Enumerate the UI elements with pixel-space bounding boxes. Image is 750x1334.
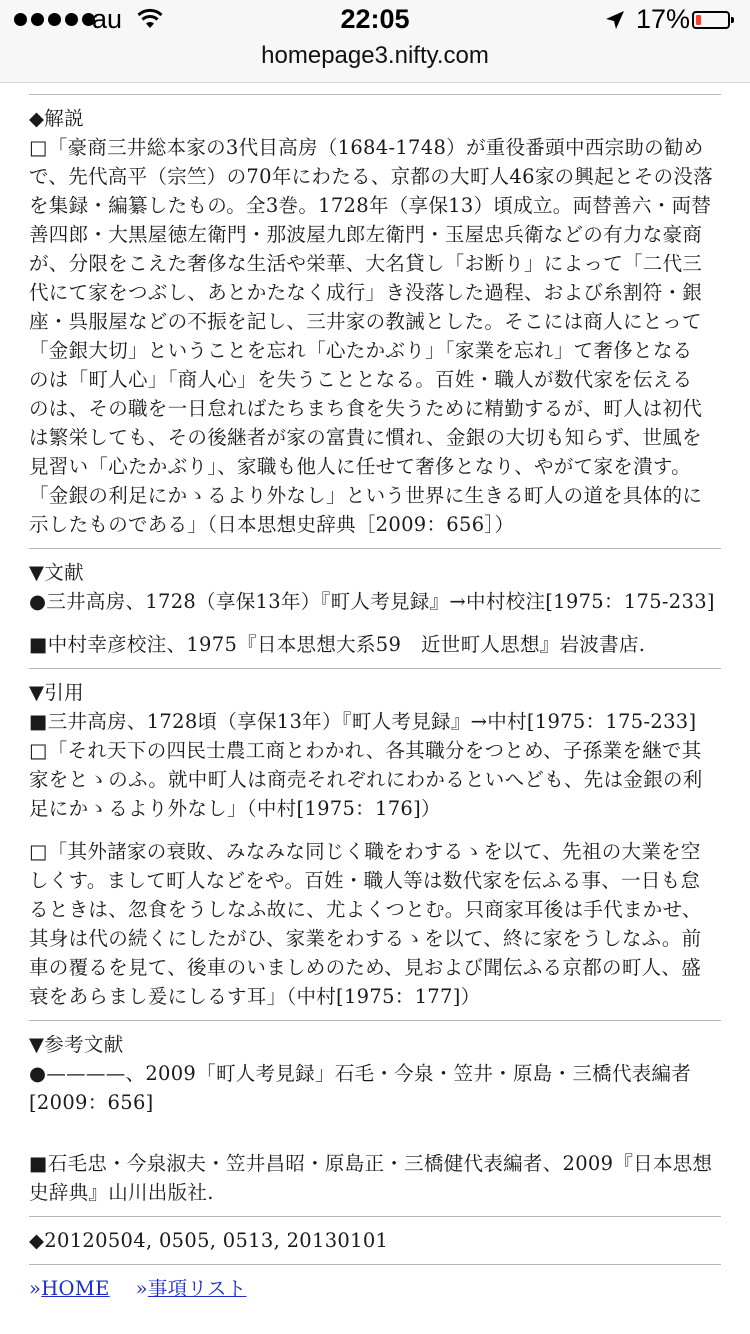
quote-line: 足にかゝるより外なし」（中村[1975：176]） bbox=[29, 797, 441, 820]
quote-block bbox=[0, 736, 750, 823]
explanation-line: は繁栄しても、その後継者が家の富貴に慣れ、金銀の大切も知らず、世風を bbox=[29, 426, 702, 449]
explanation-line: で、先代高平（宗竺）の70年にわたる、京都の大町人46家の興起とその没落 bbox=[29, 165, 714, 188]
quotes-heading: ▼引用 bbox=[29, 681, 84, 704]
reference-line: 史辞典』山川出版社. bbox=[29, 1181, 214, 1204]
explanation-line: 代にて家をつぶし、あとかたなく成行」き没落した過程、および糸割符・銀 bbox=[29, 281, 703, 304]
explanation-heading: ◆解説 bbox=[29, 107, 84, 130]
home-link-prefix: » bbox=[29, 1277, 42, 1300]
page-content bbox=[0, 56, 750, 1303]
reference-line: ■石毛忠・今泉淑夫・笠井昌昭・原島正・三橋健代表編者、2009『日本思想 bbox=[29, 1152, 713, 1175]
explanation-line: 示したものである」（日本思想史辞典［2009：656］） bbox=[29, 513, 515, 536]
references-heading: ▼参考文献 bbox=[29, 1033, 124, 1056]
quote-line: るときは、忽食をうしなふ故に、尤よくつとむ。只商家耳後は手代まかせ、 bbox=[29, 898, 702, 921]
explanation-line: 見習い「心たかぶり」、家職も他人に任せて奢侈となり、やがて家を潰す。 bbox=[29, 455, 691, 478]
reference-line: [2009：656] bbox=[29, 1091, 154, 1114]
explanation-body bbox=[0, 133, 750, 539]
battery-icon bbox=[692, 11, 730, 29]
status-bar bbox=[0, 0, 750, 40]
list-link-prefix: » bbox=[135, 1277, 148, 1300]
explanation-line: 「金銀の利足にかゝるより外なし」という世界に生きる町人の道を具体的に bbox=[29, 484, 703, 507]
divider bbox=[29, 1020, 721, 1021]
topic-list-link[interactable]: 事項リスト bbox=[147, 1277, 247, 1300]
update-dates: ◆20120504, 0505, 0513, 20130101 bbox=[29, 1229, 389, 1252]
location-arrow-icon bbox=[604, 9, 626, 31]
explanation-line: 善四郎・大黒屋徳左衛門・那波屋九郎左衛門・玉屋忠兵衛などの有力な豪商 bbox=[29, 223, 703, 246]
literature-heading: ▼文献 bbox=[29, 561, 84, 584]
explanation-line: のは「町人心」「商人心」を失うこととなる。百姓・職人が数代家を伝える bbox=[29, 368, 693, 391]
reference-item bbox=[0, 1059, 750, 1117]
divider bbox=[29, 94, 721, 95]
literature-item: ■中村幸彦校注、1975『日本思想大系59 近世町人思想』岩波書店. bbox=[29, 633, 646, 656]
divider bbox=[29, 1264, 721, 1265]
explanation-line: 座・呉服屋などの不振を記し、三井家の教誡とした。そこには商人にとって bbox=[29, 310, 702, 333]
quote-block bbox=[0, 837, 750, 1011]
battery-percent: 17% bbox=[636, 4, 691, 34]
quote-line: 衰をあらまし爰にしるす耳」（中村[1975：177]） bbox=[29, 985, 481, 1008]
divider bbox=[29, 548, 721, 549]
address-bar-url[interactable]: homepage3.nifty.com bbox=[261, 42, 489, 69]
explanation-line: を集録・編纂したもの。全3巻。1728年（享保13）頃成立。両替善六・両替 bbox=[29, 194, 712, 217]
browser-chrome bbox=[0, 0, 750, 83]
explanation-line: が、分限をこえた奢侈な生活や栄華、大名貸し「お断り」によって「二代三 bbox=[29, 252, 703, 275]
footer-nav bbox=[0, 1274, 750, 1303]
literature-item: ●三井高房、1728（享保13年）『町人考見録』→中村校注[1975：175-233] bbox=[29, 590, 715, 613]
reference-line: ●————、2009「町人考見録」石毛・今泉・笠井・原島・三橋代表編者 bbox=[29, 1062, 692, 1085]
quote-line: 車の覆るを見て、後車のいましめのため、見および聞伝ふる京都の町人、盛 bbox=[29, 956, 702, 979]
carrier-name: au bbox=[92, 4, 123, 34]
quote-line: 其身は代の続くにしたがひ、家業をわするゝを以て、終に家をうしなふ。前 bbox=[29, 927, 702, 950]
quote-line: □「それ天下の四民士農工商とわかれ、各其職分をつとめ、子孫業を継で其 bbox=[29, 739, 702, 762]
quote-line: しくす。まして町人などをや。百姓・職人等は数代家を伝ふる事、一日も怠 bbox=[29, 869, 701, 892]
quote-source: ■三井高房、1728頃（享保13年）『町人考見録』→中村[1975：175-233] bbox=[29, 710, 697, 733]
explanation-line: □「豪商三井総本家の3代目高房（1684-1748）が重役番頭中西宗助の勧め bbox=[29, 136, 704, 159]
reference-item bbox=[0, 1149, 750, 1207]
explanation-line: 「金銀大切」ということを忘れ「心たかぶり」「家業を忘れ」て奢侈となる bbox=[29, 339, 693, 362]
explanation-line: のは、その職を一日怠ればたちまち食を失うために精勤するが、町人は初代 bbox=[29, 397, 703, 420]
status-time: 22:05 bbox=[340, 4, 410, 34]
divider bbox=[29, 1216, 721, 1217]
quote-line: □「其外諸家の衰敗、みなみな同じく職をわするゝを以て、先祖の大業を空 bbox=[29, 840, 701, 863]
home-link[interactable]: HOME bbox=[41, 1277, 110, 1300]
divider bbox=[29, 668, 721, 669]
quote-line: 家をとゝのふ。就中町人は商売それぞれにわかるといへども、先は金銀の利 bbox=[29, 768, 703, 791]
